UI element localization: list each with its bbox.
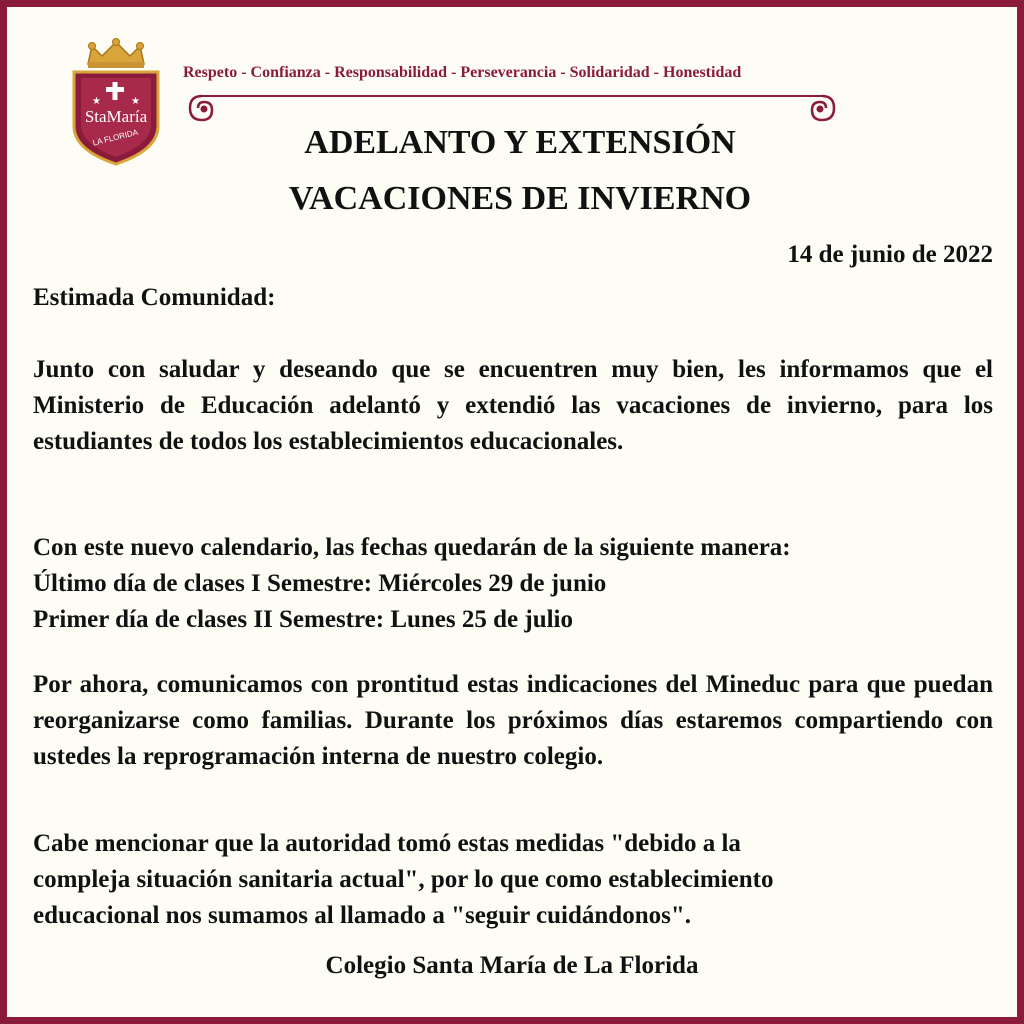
school-values: Respeto - Confianza - Responsabilidad - Perseverancia - Solidaridad - Honestidad: [183, 64, 742, 81]
school-logo: [68, 38, 164, 168]
calendar-last-day: Último día de clases I Semestre: Miércoles 29 de junio: [33, 570, 607, 597]
paragraph4-line-1: Cabe mencionar que la autoridad tomó estas medidas "debido a la: [33, 830, 741, 857]
letter-signature: Colegio Santa María de La Florida: [325, 952, 699, 979]
logo-subtext: LA FLORIDA: [91, 127, 139, 148]
letter-date: 14 de junio de 2022: [787, 241, 993, 268]
calendar-intro: Con este nuevo calendario, las fechas quedarán de la siguiente manera:: [33, 534, 791, 561]
paragraph-reorganize: Por ahora, comunicamos con prontitud estas indicaciones del Mineduc para que puedan reorganizarse como familias. Durante los próximos días estaremos compartiendo con ustedes la reprogramación interna de nuestro colegio.: [33, 671, 993, 770]
paragraph-health-measures: [33, 826, 993, 934]
svg-text:★: ★: [92, 96, 101, 107]
page-title: [230, 115, 810, 227]
title-line-2: VACACIONES DE INVIERNO: [288, 180, 752, 217]
paragraph4-line-2: compleja situación sanitaria actual", por lo que como establecimiento: [33, 866, 774, 893]
title-line-1: ADELANTO Y EXTENSIÓN: [304, 124, 736, 161]
calendar-section: [33, 530, 993, 638]
letter-greeting: Estimada Comunidad:: [33, 284, 276, 311]
svg-text:★: ★: [131, 96, 140, 107]
calendar-first-day: Primer día de clases II Semestre: Lunes 25 de julio: [33, 606, 574, 633]
logo-text: StaMaría: [84, 107, 148, 126]
paragraph4-line-3: educacional nos sumamos al llamado a "seguir cuidándonos".: [33, 902, 691, 929]
paragraph-announcement: Junto con saludar y deseando que se encuentren muy bien, les informamos que el Ministerio de Educación adelantó y extendió las vacaciones de invierno, para los estudiantes de todos los establecimientos educacionales.: [33, 356, 993, 455]
